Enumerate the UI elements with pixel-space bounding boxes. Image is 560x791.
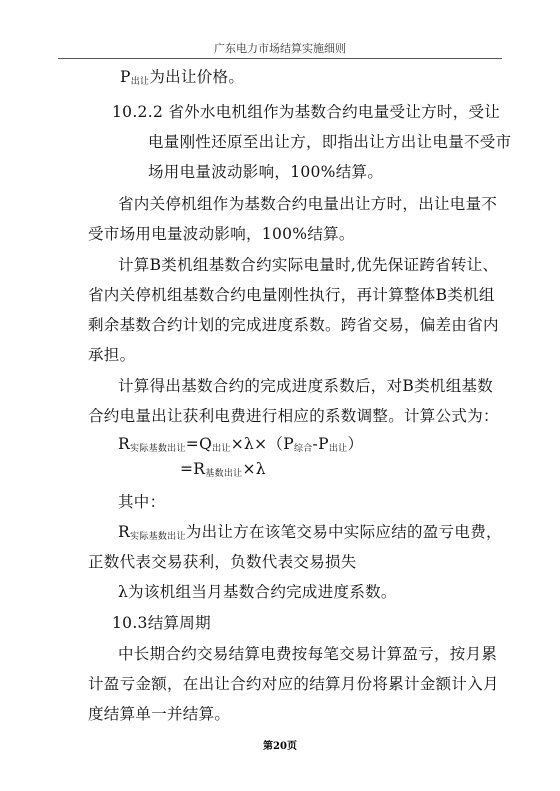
formula-line-2: $=R_{基数出让}\times\lambda$ (180, 460, 266, 479)
paragraph-line: 度结算单一并结算。 (88, 705, 231, 723)
page-number: 第20页 (263, 741, 297, 752)
paragraph-line: 省内关停机组基数合约电量刚性执行，再计算整体B类机组 (88, 286, 495, 304)
paragraph-line: 省内关停机组作为基数合约电量出让方时，出让电量不 (118, 195, 498, 213)
paragraph-line: $R_{实际基数出让}$为出让方在该笔交易中实际应结的盈亏电费， (118, 523, 502, 542)
paragraph-line: 合约电量出让获利电费进行相应的系数调整。计算公式为： (88, 407, 499, 425)
paragraph-line: 剩余基数合约计划的完成进度系数。跨省交易，偏差由省内 (88, 316, 499, 334)
paragraph-line: 计算B类机组基数合约实际电量时,优先保证跨省转让、 (118, 256, 499, 274)
paragraph-line: 电量刚性还原至出让方，即指出让方出让电量不受市 (148, 133, 512, 151)
paragraph-line: 场用电量波动影响，100%结算。 (148, 163, 384, 181)
paragraph-line: 正数代表交易获利，负数代表交易损失 (88, 553, 357, 571)
symbol-p: P (120, 68, 131, 86)
text: 为出让价格。 (149, 68, 245, 86)
paragraph-line: λ为该机组当月基数合约完成进度系数。 (118, 583, 397, 601)
section-10-3-heading: 10.3结算周期 (112, 614, 211, 632)
paragraph-line: 受市场用电量波动影响，100%结算。 (88, 225, 355, 243)
page-header: 广东电力市场结算实施细则 (214, 42, 346, 55)
paragraph-line (120, 65, 244, 87)
paragraph-line: 其中： (118, 493, 166, 511)
subscript: 出让 (130, 77, 150, 87)
paragraph-line: 计盈亏金额，在出让合约对应的结算月份将累计金额计入月 (88, 675, 499, 693)
paragraph-line: 承担。 (88, 346, 136, 364)
paragraph-line: 中长期合约交易结算电费按每笔交易计算盈亏，按月累 (118, 645, 498, 663)
paragraph-line: 计算得出基数合约的完成进度系数后，对B类机组基数 (118, 377, 494, 395)
header-rule (58, 58, 502, 59)
formula-line-1: $R_{实际基数出让}=Q_{出让}\times\lambda\times(P_{综合}-P_{出让})$ (118, 435, 364, 454)
section-10-2-2: 10.2.2 省外水电机组作为基数合约电量受让方时，受让 (112, 103, 501, 121)
